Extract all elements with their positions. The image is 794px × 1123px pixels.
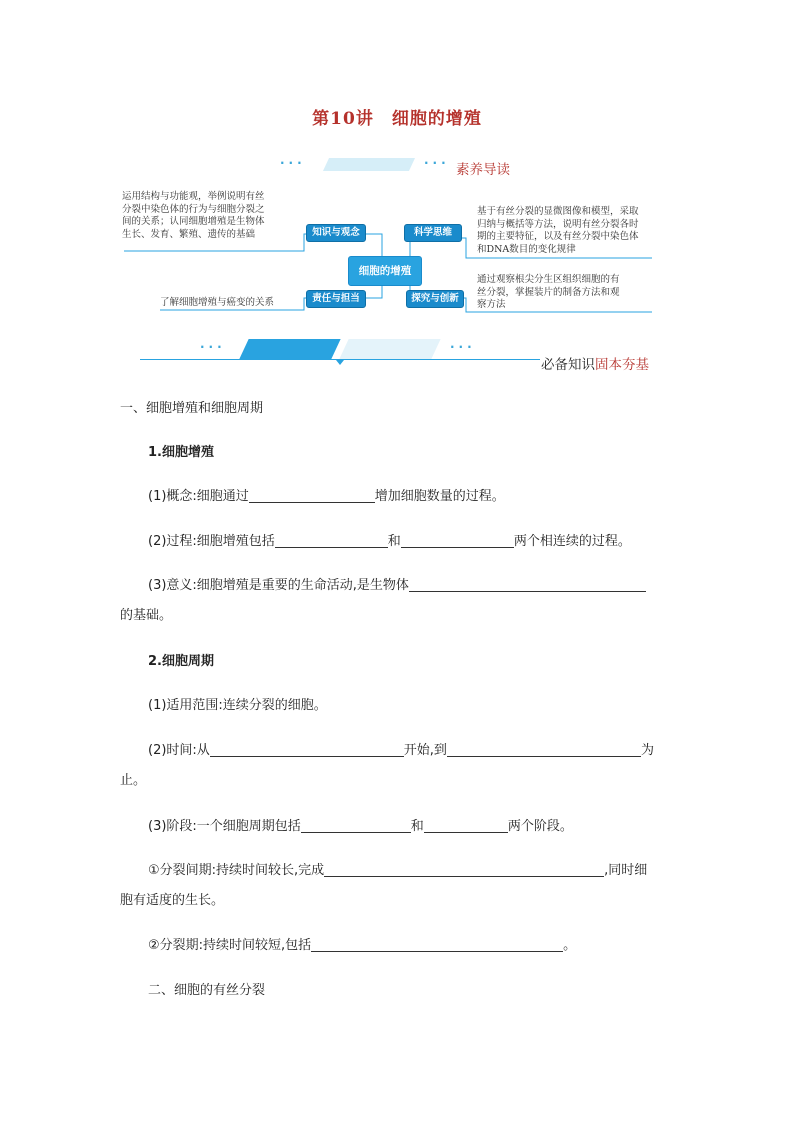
banner-label: 素养导读 [456,162,510,178]
item-interphase-cont: 胞有适度的生长。 [120,893,225,908]
node-explore: 探究与创新 [406,290,464,308]
item-scope: (1)适用范围:连续分裂的细胞。 [148,698,327,713]
page-title: 第10讲 细胞的增殖 [312,109,482,129]
responsibility-text: 了解细胞增殖与癌变的关系 [160,297,275,308]
banner-pointer-icon [336,360,344,365]
banner-shape-light [339,339,440,359]
node-knowledge: 知识与观念 [306,224,366,242]
blank-field[interactable] [275,533,388,548]
decor-dots-icon: ··· [280,156,306,170]
blank-field[interactable] [401,533,514,548]
blank-field[interactable] [301,818,411,833]
decor-dots-icon: ··· [450,340,476,354]
blank-field[interactable] [447,742,641,757]
subheading-cell-proliferation: 1.细胞增殖 [148,445,214,460]
item-process: (2)过程:细胞增殖包括 和 两个相连续的过程。 [148,534,631,549]
node-responsibility: 责任与担当 [306,290,366,308]
item-interphase: ①分裂间期:持续时间较长,完成 ,同时细 [148,863,648,878]
item-concept: (1)概念:细胞通过 增加细胞数量的过程。 [148,489,505,504]
node-center: 细胞的增殖 [348,256,422,286]
item-mitotic-phase: ②分裂期:持续时间较短,包括 。 [148,938,577,953]
decor-dots-icon: ··· [424,156,450,170]
blank-field[interactable] [424,818,508,833]
item-time: (2)时间:从 开始,到 为 [148,743,654,758]
item-stages: (3)阶段:一个细胞周期包括 和 两个阶段。 [148,819,573,834]
subheading-cell-cycle: 2.细胞周期 [148,654,214,669]
mind-map [120,188,680,318]
science-text: 基于有丝分裂的显微图像和模型，采取 归纳与概括等方法，说明有丝分裂各时 期的主要特征，以及有丝分裂中染色体 和DNA数目的变化规律 [477,206,639,255]
item-time-cont: 止。 [120,773,147,788]
explore-text: 通过观察根尖分生区组织细胞的有 丝分裂，掌握装片的制备方法和观 察方法 [477,274,620,311]
blank-field[interactable] [210,742,404,757]
item-significance: (3)意义:细胞增殖是重要的生命活动,是生物体 [148,574,646,593]
blank-field[interactable] [249,488,375,503]
banner-shape [323,158,415,171]
item-significance-cont: 的基础。 [120,608,173,623]
banner-label: 必备知识固本夯基 [541,357,649,373]
section-heading-2: 二、细胞的有丝分裂 [148,983,266,998]
banner-shape-dark [239,339,340,359]
decor-dots-icon: ··· [200,340,226,354]
blank-field[interactable] [409,577,646,592]
section-heading-1: 一、细胞增殖和细胞周期 [120,401,264,416]
knowledge-text: 运用结构与功能观，举例说明有丝 分裂中染色体的行为与细胞分裂之 间的关系；认同细胞增殖是生物体 生长、发育、繁殖、遗传的基础 [122,191,265,240]
blank-field[interactable] [324,862,604,877]
node-science: 科学思维 [404,224,462,242]
blank-field[interactable] [311,937,563,952]
